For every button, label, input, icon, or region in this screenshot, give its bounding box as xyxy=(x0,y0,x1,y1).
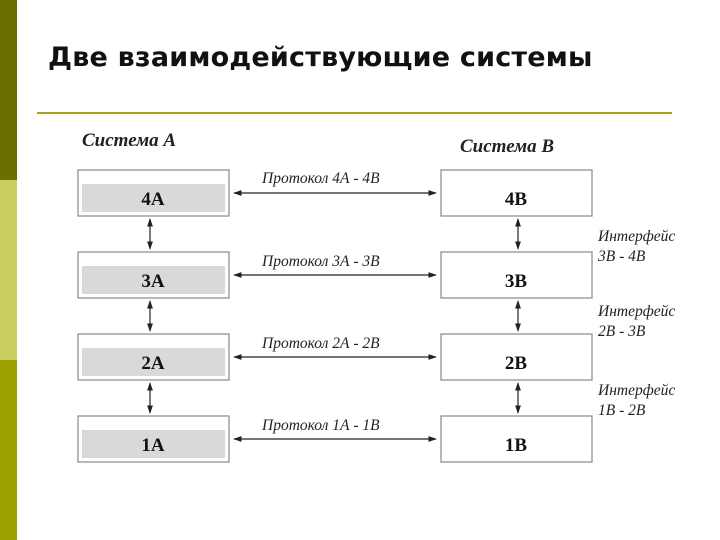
system-b-layer-2 xyxy=(441,334,592,380)
system-b-layer-4 xyxy=(441,170,592,216)
system-a-layer-2 xyxy=(78,334,229,380)
interface-label-3-line1: Интерфейс xyxy=(598,382,676,399)
protocol-label-3: Протокол 3А - 3В xyxy=(262,253,380,270)
interface-label-2-line1: Интерфейс xyxy=(598,303,676,320)
system-b-title: Система В xyxy=(460,136,555,157)
protocol-label-2: Протокол 2А - 2В xyxy=(262,335,380,352)
system-a-layer-4 xyxy=(78,170,229,216)
interface-label-3-line2: 1В - 2В xyxy=(598,402,646,419)
layer-label-2b: 2B xyxy=(504,353,528,374)
protocol-label-1: Протокол 1А - 1В xyxy=(262,417,380,434)
interface-label-1-line1: Интерфейс xyxy=(598,228,676,245)
layer-label-3a: 3A xyxy=(141,271,165,292)
system-a-title: Система А xyxy=(82,130,177,151)
layer-label-2a: 2A xyxy=(141,353,165,374)
layer-label-4b: 4B xyxy=(504,189,528,210)
layer-label-4a: 4A xyxy=(141,189,165,210)
system-b-layer-3 xyxy=(441,252,592,298)
interface-label-1-line2: 3В - 4В xyxy=(598,248,646,265)
protocol-label-4: Протокол 4А - 4В xyxy=(262,170,380,187)
interface-label-2-line2: 2В - 3В xyxy=(598,323,646,340)
system-a-layer-1 xyxy=(78,416,229,462)
slide-title: Две взаимодействующие системы xyxy=(48,42,593,73)
system-b-layer-1 xyxy=(441,416,592,462)
system-a-layer-3 xyxy=(78,252,229,298)
layer-label-3b: 3B xyxy=(504,271,528,292)
layer-label-1b: 1B xyxy=(504,435,528,456)
layer-label-1a: 1A xyxy=(141,435,165,456)
